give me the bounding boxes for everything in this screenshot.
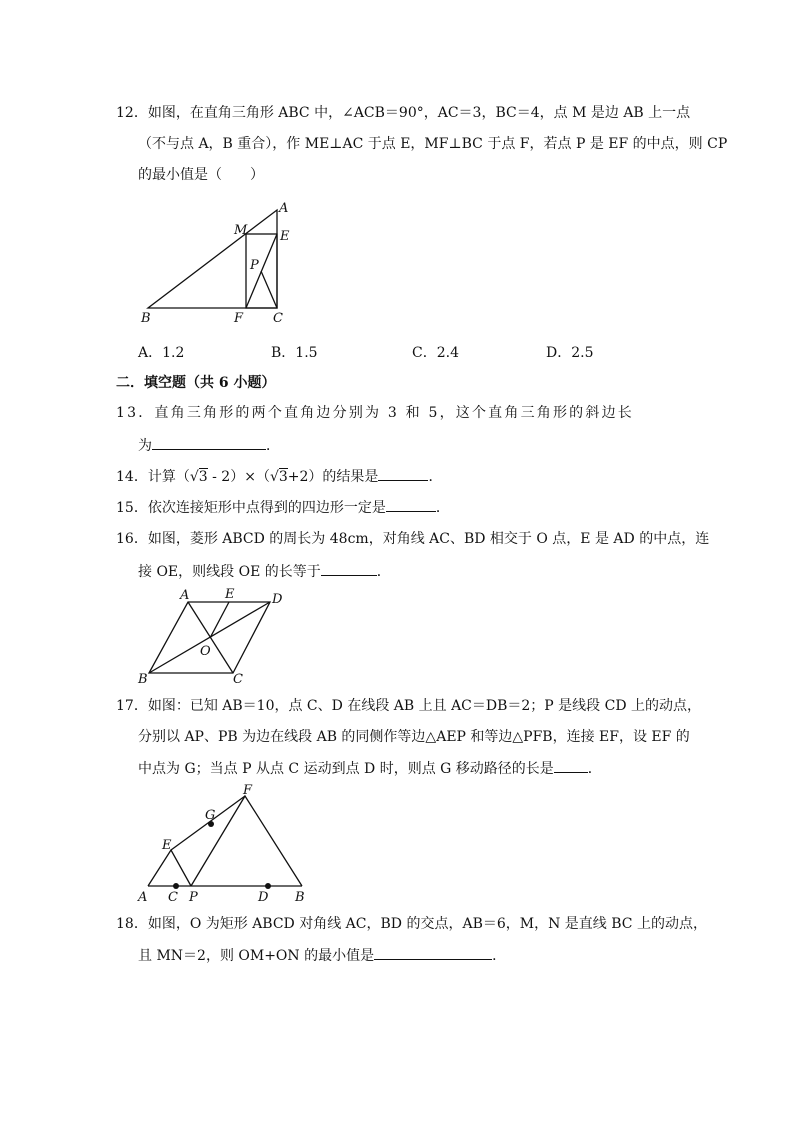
q14-suffix: ．	[428, 469, 443, 485]
q14-line	[116, 466, 442, 487]
label-f: F	[243, 783, 253, 798]
q15-suffix: ．	[435, 500, 450, 516]
sqrt-symbol-1: √	[189, 469, 199, 485]
label-e: E	[225, 587, 235, 602]
q17-line-3	[138, 758, 602, 779]
q17-figure	[135, 784, 315, 909]
label-c: C	[233, 672, 243, 687]
label-c: C	[273, 311, 283, 326]
q18-answer-blank	[374, 945, 492, 960]
label-a: A	[279, 201, 289, 216]
q14-radicand-1: 3	[198, 469, 208, 485]
q16-line-2	[138, 561, 391, 582]
q17-prefix: 中点为 G；当点 P 从点 C 运动到点 D 时，则点 G 移动路径的长是	[138, 761, 554, 777]
q14-mid-1: - 2）×（	[207, 469, 270, 485]
label-p: P	[189, 890, 198, 905]
point-d	[265, 883, 271, 889]
label-a: A	[180, 588, 190, 603]
q14-mid-2: +2）的结果是	[287, 469, 379, 485]
label-d: D	[258, 890, 269, 905]
q18-line-1: 18．如图，O 为矩形 ABCD 对角线 AC，BD 的交点，AB＝6，M，N 是直线 BC 上的动点，	[116, 916, 707, 932]
segment-ef	[171, 796, 245, 850]
q18-prefix: 且 MN＝2，则 OM+ON 的最小值是	[138, 948, 375, 964]
label-b: B	[138, 672, 148, 687]
q15-prefix: 15．依次连接矩形中点得到的四边形一定是	[116, 500, 386, 516]
q13-line-1: 13．直角三角形的两个直角边分别为 3 和 5，这个直角三角形的斜边长	[116, 405, 634, 421]
label-o: O	[200, 644, 211, 659]
q17-line-1: 17．如图：已知 AB＝10，点 C、D 在线段 AB 上且 AC＝DB＝2；P 是线段 CD 上的动点，	[116, 698, 702, 714]
q12-line-1: 12．如图，在直角三角形 ABC 中，∠ACB＝90°，AC＝3，BC＝4，点 M 是边 AB 上一点	[116, 105, 691, 121]
label-d: D	[272, 592, 283, 607]
q12-option-b: B．1.5	[271, 345, 318, 361]
q12-option-a: A．1.2	[138, 345, 185, 361]
label-b: B	[141, 311, 151, 326]
label-g: G	[205, 808, 216, 823]
q12-figure	[135, 198, 305, 328]
q17-line-2: 分别以 AP、PB 为边在线段 AB 的同侧作等边△AEP 和等边△PFB，连接 EF，设 EF 的	[138, 729, 690, 745]
q13-prefix: 为	[138, 438, 152, 454]
q16-line-1: 16．如图，菱形 ABCD 的周长为 48cm，对角线 AC、BD 相交于 O 点，E 是 AD 的中点，连	[116, 531, 710, 547]
segment-cp	[261, 271, 277, 308]
q18-line-2	[138, 945, 506, 966]
q12-line-3: 的最小值是（ ）	[138, 167, 264, 183]
section-title: 二．填空题（共 6 小题）	[116, 375, 276, 391]
label-b: B	[295, 890, 305, 905]
q12-line-2: （不与点 A，B 重合），作 ME⊥AC 于点 E，MF⊥BC 于点 F，若点 P 是 EF 的中点，则 CP	[138, 136, 728, 152]
sqrt-symbol-2: √	[269, 469, 279, 485]
q16-answer-blank	[321, 561, 377, 576]
q14-prefix: 14．计算（	[116, 469, 190, 485]
q12-option-d: D．2.5	[546, 345, 594, 361]
label-c: C	[168, 890, 178, 905]
segment-oe	[210, 602, 229, 638]
q18-suffix: ．	[492, 948, 507, 964]
q17-suffix: ．	[587, 761, 602, 777]
q13-answer-blank	[152, 435, 266, 450]
q14-answer-blank	[378, 466, 428, 481]
label-e: E	[280, 229, 290, 244]
label-e: E	[162, 838, 172, 853]
q15-answer-blank	[386, 497, 436, 512]
q13-line-2	[138, 435, 280, 456]
q15-line	[116, 497, 450, 518]
point-c	[173, 883, 179, 889]
q13-suffix: ．	[266, 438, 280, 454]
q14-radicand-2: 3	[278, 469, 288, 485]
triangle-aep	[148, 850, 191, 886]
q12-option-c: C．2.4	[412, 345, 459, 361]
label-p: P	[250, 258, 259, 273]
q17-answer-blank	[554, 758, 588, 773]
q16-suffix: ．	[376, 564, 391, 580]
label-m: M	[234, 223, 248, 238]
q16-prefix: 接 OE，则线段 OE 的长等于	[138, 564, 321, 580]
q16-figure	[135, 585, 290, 685]
label-a: A	[138, 890, 148, 905]
label-f: F	[234, 311, 244, 326]
